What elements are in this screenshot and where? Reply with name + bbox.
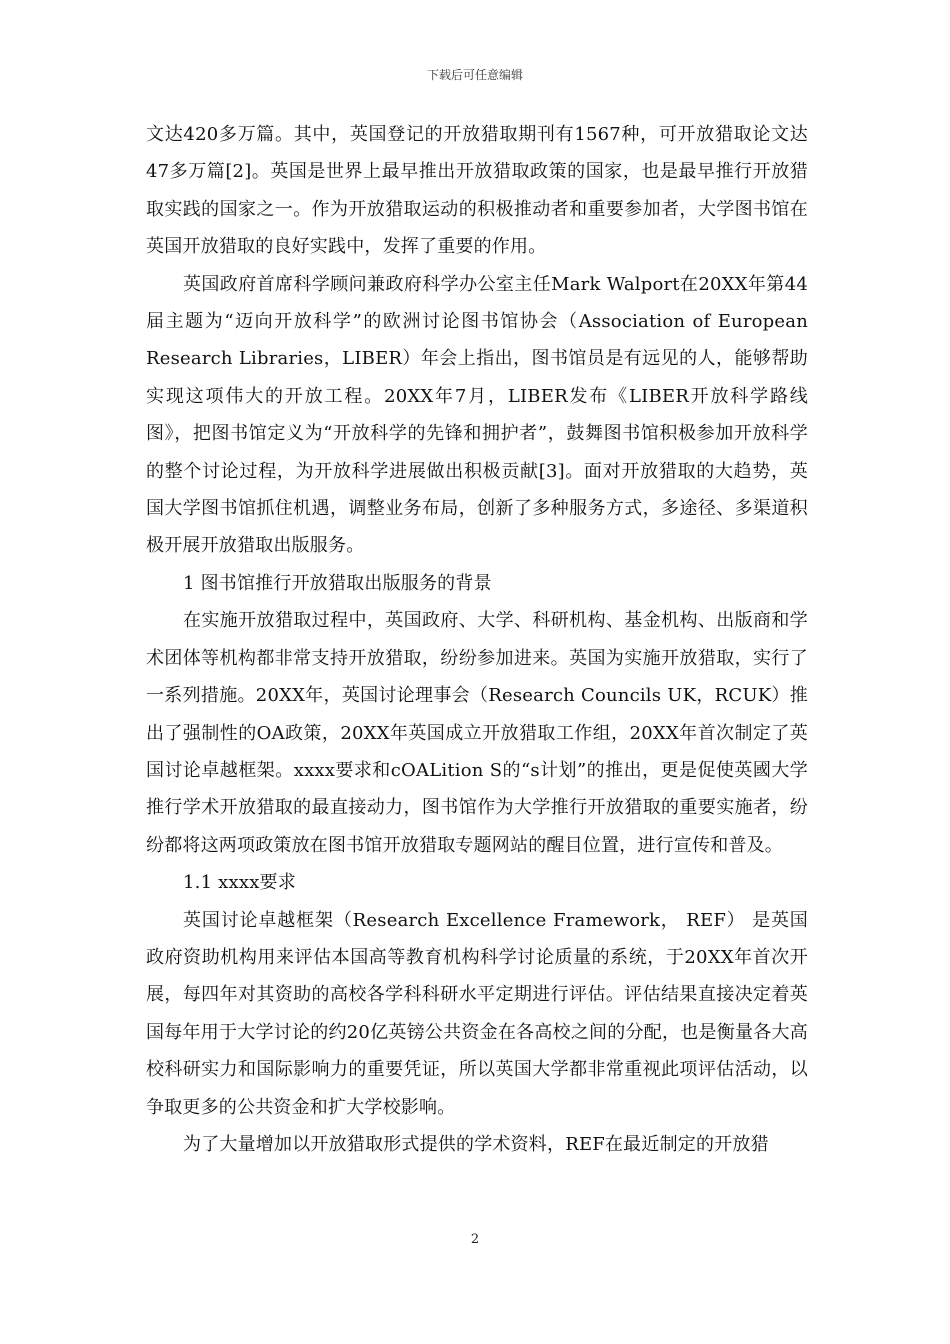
paragraph-ref: 英国讨论卓越框架（Research Excellence Framework， REF） 是英国政府资助机构用来评估本国高等教育机构科学讨论质量的系统，于20XX年首次开展，每四年对其资助的高校各学科科研水平定期进行评估。评估结果直接决定着英国每年用于大学讨论的约20亿英镑公共资金在各高校之间的分配，也是衡量各大高校科研实力和国际影响力的重要凭证，所以英国大学都非常重视此项评估活动，以争取更多的公共资金和扩大学校影响。 <box>146 909 808 1118</box>
subsection-heading-requirements: 1.1 xxxx要求 <box>183 872 296 894</box>
paragraph-implementation: 在实施开放猎取过程中，英国政府、大学、科研机构、基金机构、出版商和学术团体等机构都非常支持开放猎取，纷纷参加进来。英国为实施开放猎取，实行了一系列措施。20XX年，英国讨论理事会（Research Councils UK，RCUK）推出了强制性的OA政策，20XX年英国成立开放猎取工作组，20XX年首次制定了英国讨论卓越框架。xxxx要求和cOALition S的“s计划”的推出，更是促使英國大学推行学术开放猎取的最直接动力，图书馆作为大学推行开放猎取的重要实施者，纷纷都将这两项政策放在图书馆开放猎取专题网站的醒目位置，进行宣传和普及。 <box>146 610 808 856</box>
page-header: 下载后可任意编辑 <box>426 68 523 82</box>
paragraph-continuation: 文达420多万篇。其中，英国登记的开放猎取期刊有1567种，可开放猎取论文达47多万篇[2]。英国是世界上最早推出开放猎取政策的国家，也是最早推行开放猎取实践的国家之一。作为开放猎取运动的积极推动者和重要参加者，大学图书馆在英国开放猎取的良好实践中，发挥了重要的作用。 <box>146 124 808 258</box>
page-number: 2 <box>470 1232 480 1247</box>
paragraph-walport: 英国政府首席科学顾问兼政府科学办公室主任Mark Walport在20XX年第44届主题为“迈向开放科学”的欧洲讨论图书馆协会（Association of European Research Libraries，LIBER）年会上指出，图书馆员是有远见的人，能够帮助实现这项伟大的开放工程。20XX年7月，LIBER发布《LIBER开放科学路线图》，把图书馆定义为“开放科学的先锋和拥护者”，鼓舞图书馆积极参加开放科学的整个讨论过程，为开放科学进展做出积极贡献[3]。面对开放猎取的大趋势，英国大学图书馆抓住机遇，调整业务布局，创新了多种服务方式，多途径、多渠道积极开展开放猎取出版服务。 <box>146 273 808 557</box>
document-body <box>146 116 808 1163</box>
section-heading-background: 1 图书馆推行开放猎取出版服务的背景 <box>183 572 492 594</box>
paragraph-ref-openaccess: 为了大量增加以开放猎取形式提供的学术资料，REF在最近制定的开放猎 <box>183 1133 769 1155</box>
